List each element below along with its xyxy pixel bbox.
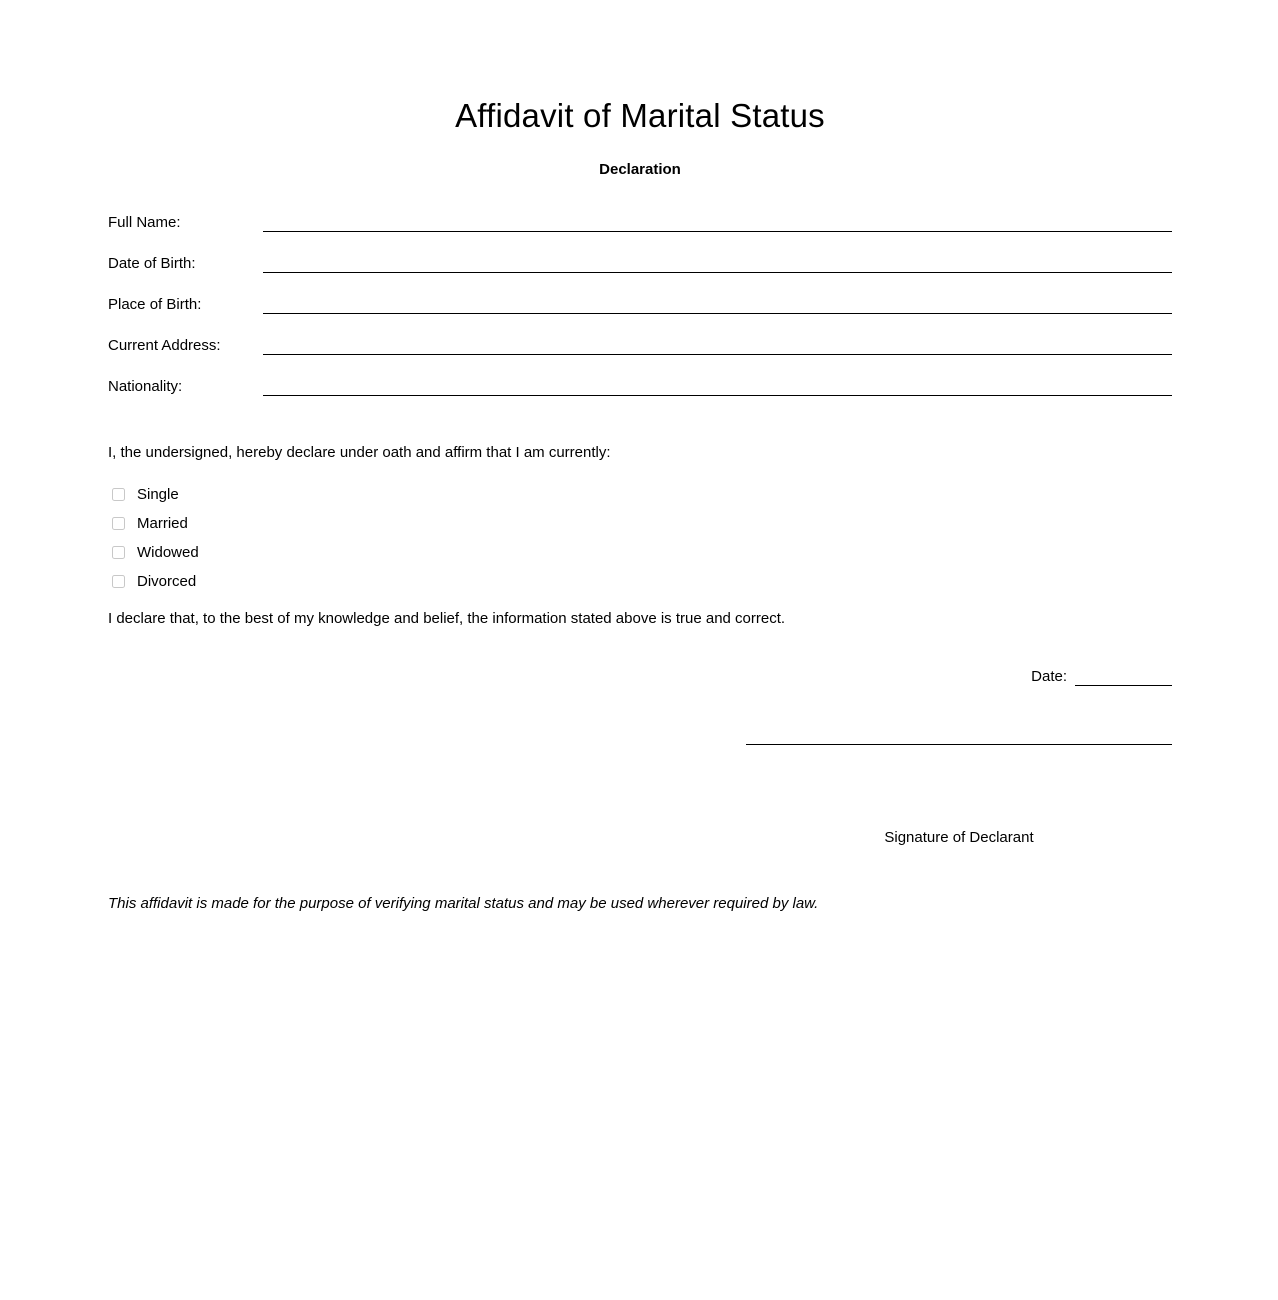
marital-status-options	[108, 485, 1172, 591]
nationality-input-line[interactable]	[263, 377, 1172, 396]
option-divorced[interactable]	[108, 572, 308, 591]
field-row-date-of-birth	[108, 254, 1172, 273]
divorced-checkbox[interactable]	[112, 575, 125, 588]
footer-note: This affidavit is made for the purpose of verifying marital status and may be used wherever required by law.	[108, 895, 819, 912]
married-label: Married	[137, 515, 188, 532]
date-input-line[interactable]	[1075, 670, 1172, 686]
single-label: Single	[137, 486, 179, 503]
date-row	[108, 667, 1172, 686]
full-name-label: Full Name:	[108, 214, 181, 231]
section-heading-declaration: Declaration	[599, 161, 681, 178]
place-of-birth-label: Place of Birth:	[108, 296, 202, 313]
widowed-checkbox[interactable]	[112, 546, 125, 559]
signature-caption: Signature of Declarant	[884, 829, 1034, 846]
field-row-current-address	[108, 336, 1172, 355]
married-checkbox[interactable]	[112, 517, 125, 530]
date-of-birth-label: Date of Birth:	[108, 255, 196, 272]
truth-declaration-statement: I declare that, to the best of my knowledge and belief, the information stated above is true and correct.	[108, 610, 786, 627]
current-address-label: Current Address:	[108, 337, 221, 354]
place-of-birth-input-line[interactable]	[263, 295, 1172, 314]
signature-input-line[interactable]	[746, 744, 1172, 745]
field-row-nationality	[108, 377, 1172, 396]
option-married[interactable]	[108, 514, 308, 533]
nationality-label: Nationality:	[108, 378, 183, 395]
page-title: Affidavit of Marital Status	[455, 97, 825, 134]
personal-info-fields	[108, 213, 1172, 396]
divorced-label: Divorced	[137, 573, 197, 590]
single-checkbox[interactable]	[112, 488, 125, 501]
current-address-input-line[interactable]	[263, 336, 1172, 355]
option-widowed[interactable]	[108, 543, 308, 562]
signature-block	[746, 744, 1172, 847]
widowed-label: Widowed	[137, 544, 199, 561]
date-label: Date:	[1031, 668, 1067, 685]
oath-intro-text: I, the undersigned, hereby declare under oath and affirm that I am currently:	[108, 444, 611, 461]
field-row-full-name	[108, 213, 1172, 232]
date-of-birth-input-line[interactable]	[263, 254, 1172, 273]
full-name-input-line[interactable]	[263, 213, 1172, 232]
option-single[interactable]	[108, 485, 308, 504]
field-row-place-of-birth	[108, 295, 1172, 314]
